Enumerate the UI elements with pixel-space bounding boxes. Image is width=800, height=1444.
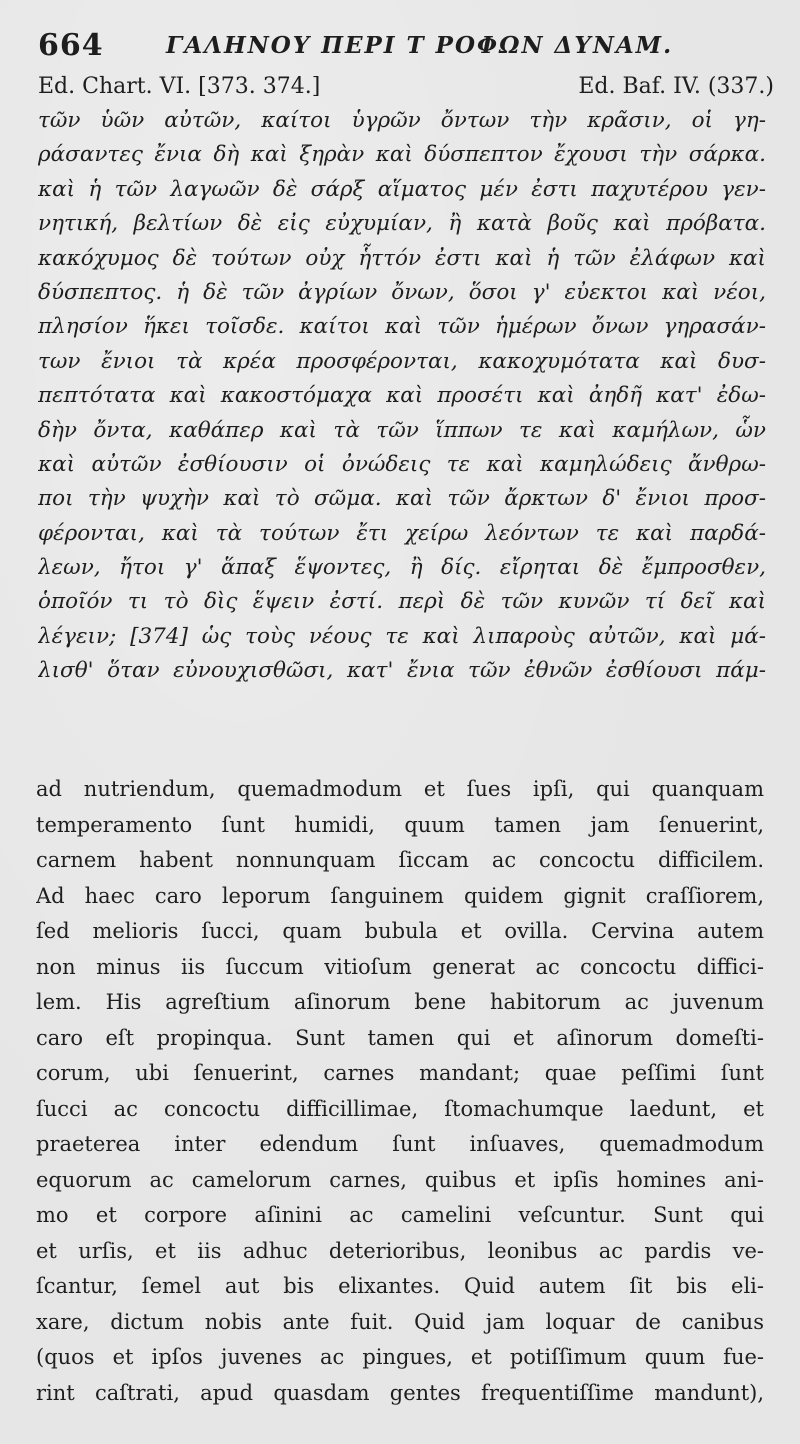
latin-text-line: (quos et ipſos juvenes ac pingues, et potiſſimum quum fue- — [36, 1345, 764, 1369]
greek-text-line: ράσαντες ἔνια δὴ καὶ ξηρὰν καὶ δύσπεπτον ἔχουσι τὴν σάρκα. — [38, 142, 766, 168]
greek-text-line: ποι τὴν ψυχὴν καὶ τὸ σῶμα. καὶ τῶν ἄρκτων δ' ἔνιοι προσ- — [38, 486, 766, 512]
greek-text-line: φέρονται, καὶ τὰ τούτων ἔτι χείρω λεόντων τε καὶ παρδά- — [38, 520, 766, 546]
latin-text-line: Ad haec caro leporum ſanguinem quidem gignit craſſiorem, — [36, 883, 764, 908]
page-number: 664 — [38, 28, 104, 63]
greek-text-line: νητική, βελτίων δὲ εἰς εὐχυμίαν, ἢ κατὰ βοῦς καὶ πρόβατα. — [38, 211, 766, 237]
latin-text-line: carnem habent nonnunquam ſiccam ac concoctu difficilem. — [36, 848, 764, 872]
latin-text-line: et urſis, et iis adhuc deterioribus, leonibus ac pardis ve- — [36, 1238, 764, 1263]
latin-text-line: praeterea inter edendum ſunt inſuaves, quemadmodum — [36, 1132, 764, 1156]
latin-text-line: ſucci ac concoctu difficillimae, ſtomachumque laedunt, et — [36, 1096, 764, 1121]
latin-text-line: corum, ubi ſenuerint, carnes mandant; quae peſſimi ſunt — [36, 1061, 764, 1085]
greek-text-line: των ἔνιοι τὰ κρέα προσφέρονται, κακοχυμότατα καὶ δυσ- — [38, 348, 766, 374]
greek-text-line: πλησίον ἥκει τοῖσδε. καίτοι καὶ τῶν ἡμέρων ὄνων γηρασάν- — [38, 314, 766, 340]
greek-text-line: ὁποῖόν τι τὸ δὶς ἕψειν ἐστί. περὶ δὲ τῶν κυνῶν τί δεῖ καὶ — [38, 589, 766, 615]
latin-text-line: mo et corpore aſinini ac camelini veſcuntur. Sunt qui — [36, 1203, 764, 1227]
greek-text-line: λέγειν; [374] ὡς τοὺς νέους τε καὶ λιπαροὺς αὐτῶν, καὶ μά- — [38, 623, 766, 649]
edition-basel-reference: Ed. Baf. IV. (337.) — [578, 74, 774, 99]
latin-text-line: non minus iis ſuccum vitioſum generat ac concoctu diffici- — [36, 954, 764, 979]
greek-text-line: λεων, ἤτοι γ' ἅπαξ ἕψοντες, ἢ δίς. εἴρηται δὲ ἔμπροσθεν, — [38, 555, 766, 581]
greek-text-line: λισθ' ὅταν εὐνουχισθῶσι, κατ' ἔνια τῶν ἐθνῶν ἐσθίουσι πάμ- — [38, 658, 766, 684]
latin-text-block — [36, 772, 764, 1411]
greek-text-line: δὴν ὄντα, καθάπερ καὶ τὰ τῶν ἵππων τε καὶ καμήλων, ὧν — [38, 417, 766, 443]
greek-text-line: κακόχυμος δὲ τούτων οὐχ ἧττόν ἐστι καὶ ἡ τῶν ἐλάφων καὶ — [38, 245, 766, 271]
latin-text-line: lem. His agreſtium aſinorum bene habitorum ac juvenum — [36, 990, 764, 1014]
edition-chart-reference: Ed. Chart. VI. [373. 374.] — [38, 74, 321, 99]
latin-text-line: ſed melioris ſucci, quam bubula et ovilla. Cervina autem — [36, 919, 764, 943]
latin-text-line: equorum ac camelorum carnes, quibus et ipſis homines ani- — [36, 1167, 764, 1192]
edition-reference-line — [38, 74, 774, 102]
greek-text-line: τῶν ὑῶν αὐτῶν, καίτοι ὑγρῶν ὄντων τὴν κρᾶσιν, οἱ γη- — [38, 108, 766, 133]
greek-text-line: πεπτότατα καὶ κακοστόμαχα καὶ προσέτι καὶ ἀηδῆ κατ' ἐδω- — [38, 383, 766, 409]
greek-text-line: καὶ ἡ τῶν λαγωῶν δὲ σάρξ αἵματος μέν ἐστι παχυτέρου γεν- — [38, 176, 766, 202]
running-head: ΓΑΛΗΝΟΥ ΠΕΡΙ Τ ΡΟΦΩΝ ΔΥΝΑΜ. — [166, 32, 674, 59]
page-header — [38, 26, 772, 62]
latin-text-line: xare, dictum nobis ante fuit. Quid jam loquar de canibus — [36, 1309, 764, 1334]
latin-text-line: ſcantur, ſemel aut bis elixantes. Quid autem ſit bis eli- — [36, 1274, 764, 1298]
greek-text-line: καὶ αὐτῶν ἐσθίουσιν οἱ ὀνώδεις τε καὶ καμηλώδεις ἄνθρω- — [38, 451, 766, 477]
latin-text-line: temperamento ſunt humidi, quum tamen jam ſenuerint, — [36, 812, 764, 837]
greek-text-block — [38, 104, 766, 689]
latin-text-line: rint caſtrati, apud quasdam gentes frequentiſſime mandunt), — [36, 1380, 764, 1405]
greek-text-line: δύσπεπτος. ἡ δὲ τῶν ἀγρίων ὄνων, ὅσοι γ' εὐεκτοι καὶ νέοι, — [38, 279, 766, 305]
latin-text-line: caro eſt propinqua. Sunt tamen qui et aſinorum domeſti- — [36, 1025, 764, 1050]
latin-text-line: ad nutriendum, quemadmodum et ſues ipſi, qui quanquam — [36, 777, 764, 801]
